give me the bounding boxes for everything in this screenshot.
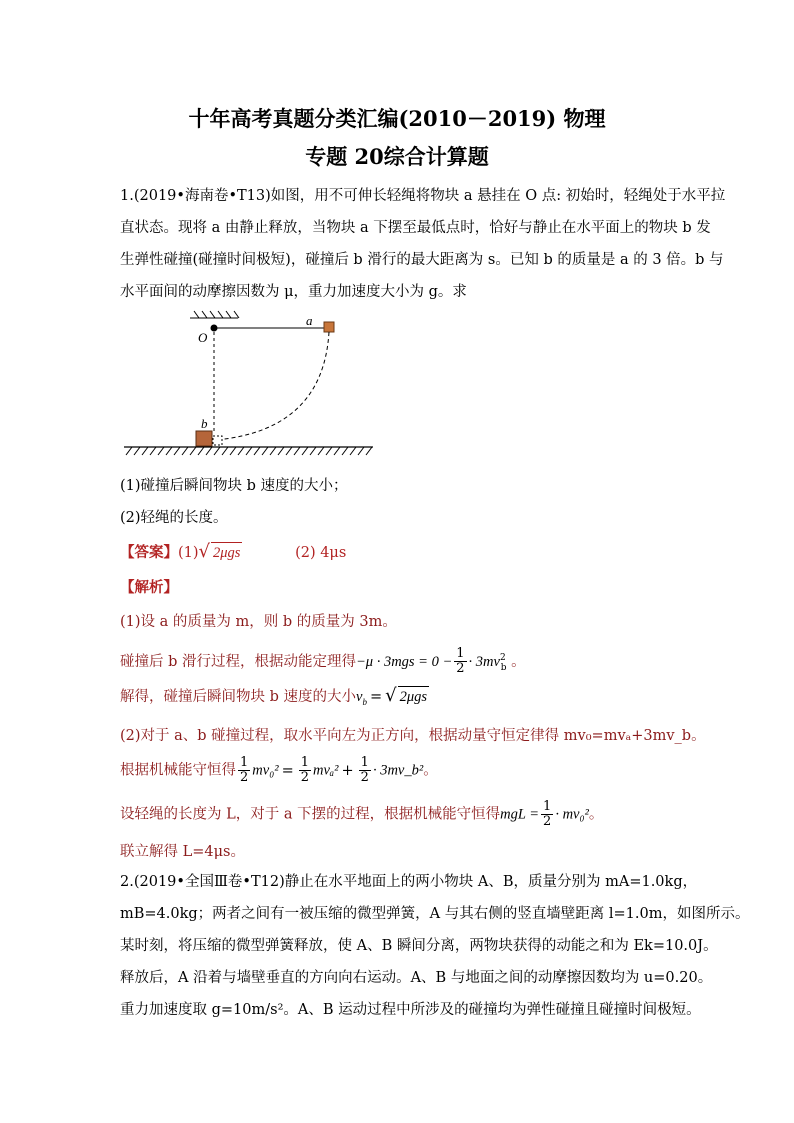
step2-lhs: −μ · 3mgs = 0 − <box>356 653 453 670</box>
page-subtitle: 专题 20综合计算题 <box>305 144 489 169</box>
q1-text-line: 直状态。现将 a 由静止释放，当物块 a 下摆至最低点时，恰好与静止在水平面上的物块 b 发 <box>120 220 711 236</box>
analysis-step-3 <box>120 686 680 712</box>
step3-expression: 2μgs <box>398 686 429 707</box>
step5-expr1: mv₀² <box>252 762 279 779</box>
step3-var: v <box>356 689 363 705</box>
q1-text-line: 1.(2019•海南卷•T13)如图，用不可伸长轻绳将物块 a 悬挂在 O 点: 初始时，轻绳处于水平拉 <box>120 188 726 204</box>
analysis-step-2: 碰撞后 b 滑行过程，根据动能定理得−μ · 3mgs = 0 − $\frac{1}{2}$ · $3mv^2_b$ 。 <box>120 646 526 677</box>
page-title: 十年高考真题分类汇编(2010－2019) 物理 <box>188 106 606 131</box>
step6-tail: 。 <box>588 806 604 823</box>
label-b: b <box>201 416 208 431</box>
q1-text-line: 生弹性碰撞(碰撞时间极短)，碰撞后 b 滑行的最大距离为 s。已知 b 的质量是 a 的 3 倍。b 与 <box>120 252 724 268</box>
fraction-half: $\frac{1}{2}$ <box>300 755 310 785</box>
label-o: O <box>198 330 208 345</box>
pendulum-figure <box>118 310 378 465</box>
sqrt-icon: √ <box>385 685 397 706</box>
ceiling-hatch <box>190 311 239 318</box>
answer-line <box>120 542 680 563</box>
analysis-heading <box>120 578 680 598</box>
answer-heading: 【答案】 <box>120 544 178 561</box>
answer1-expression: 2μgs <box>211 542 242 563</box>
step3-eq: = <box>369 689 383 705</box>
block-a <box>324 322 334 332</box>
answer1-prefix: (1) <box>178 545 199 561</box>
analysis-heading-text: 【解析】 <box>120 579 178 596</box>
fraction-half: $\frac{1}{2}$ <box>240 755 249 785</box>
q1-sub2: (2)轻绳的长度。 <box>120 510 228 526</box>
q1-sub1: (1)碰撞后瞬间物块 b 速度的大小； <box>120 478 348 494</box>
analysis-step-5 <box>120 756 680 785</box>
analysis-step-6 <box>120 800 680 829</box>
q1-text-line: 水平面间的动摩擦因数为 μ，重力加速度大小为 g。求 <box>120 284 467 300</box>
label-a: a <box>306 313 313 328</box>
step3-sub: b <box>362 696 367 707</box>
q2-text-line: 某时刻，将压缩的微型弹簧释放，使 A、B 瞬间分离，两物块获得的动能之和为 Ek=10.0J。 <box>120 938 718 954</box>
step2-text: 碰撞后 b 滑行过程，根据动能定理得 <box>120 653 356 670</box>
step5-tail: 。 <box>423 762 438 779</box>
step5-text: 根据机械能守恒得 <box>120 762 236 779</box>
swing-arc <box>216 332 329 440</box>
q2-text-line: 2.(2019•全国Ⅲ卷•T12)静止在水平地面上的两小物块 A、B，质量分别为 mA=1.0kg， <box>120 874 698 890</box>
ground-hatch <box>126 447 372 455</box>
sqrt-icon: √ <box>198 541 211 562</box>
step6-expr2: · mv₀² <box>555 806 589 823</box>
analysis-step-4: (2)对于 a、b 碰撞过程，取水平向左为正方向，根据动量守恒定律得 mv₀=mvₐ+3mv_b。 <box>120 728 706 744</box>
step3-text: 解得，碰撞后瞬间物块 b 速度的大小 <box>120 689 356 705</box>
step5-expr2: mvₐ² <box>313 762 339 779</box>
block-a-bottom <box>213 436 222 445</box>
analysis-step-1: (1)设 a 的质量为 m，则 b 的质量为 3m。 <box>120 614 397 630</box>
step2-rhs: · 3mv <box>468 653 500 670</box>
analysis-step-7: 联立解得 L=4μs。 <box>120 844 245 860</box>
fraction-half: $\frac{1}{2}$ <box>456 646 465 677</box>
step6-expr: mgL = <box>500 806 540 823</box>
q2-text-line: 释放后，A 沿着与墙壁垂直的方向向右运动。A、B 与地面之间的动摩擦因数均为 u=0.20。 <box>120 970 713 986</box>
block-b <box>196 431 212 446</box>
step6-text: 设轻绳的长度为 L，对于 a 下摆的过程，根据机械能守恒得 <box>120 806 501 823</box>
q2-text-line: 重力加速度取 g=10m/s²。A、B 运动过程中所涉及的碰撞均为弹性碰撞且碰撞时间极短。 <box>120 1002 701 1018</box>
pivot-point <box>211 325 218 332</box>
answer2: (2) 4μs <box>295 545 347 561</box>
step2-tail: 。 <box>511 653 526 670</box>
step5-expr3: · 3mv_b² <box>372 762 424 779</box>
q2-text-line: mB=4.0kg；两者之间有一被压缩的微型弹簧，A 与其右侧的竖直墙壁距离 l=1.0m，如图所示。 <box>120 906 750 922</box>
fraction-half: $\frac{1}{2}$ <box>543 799 552 829</box>
fraction-half: $\frac{1}{2}$ <box>360 755 369 785</box>
step5-plus: + <box>341 762 354 779</box>
step5-eq: = <box>281 762 294 779</box>
